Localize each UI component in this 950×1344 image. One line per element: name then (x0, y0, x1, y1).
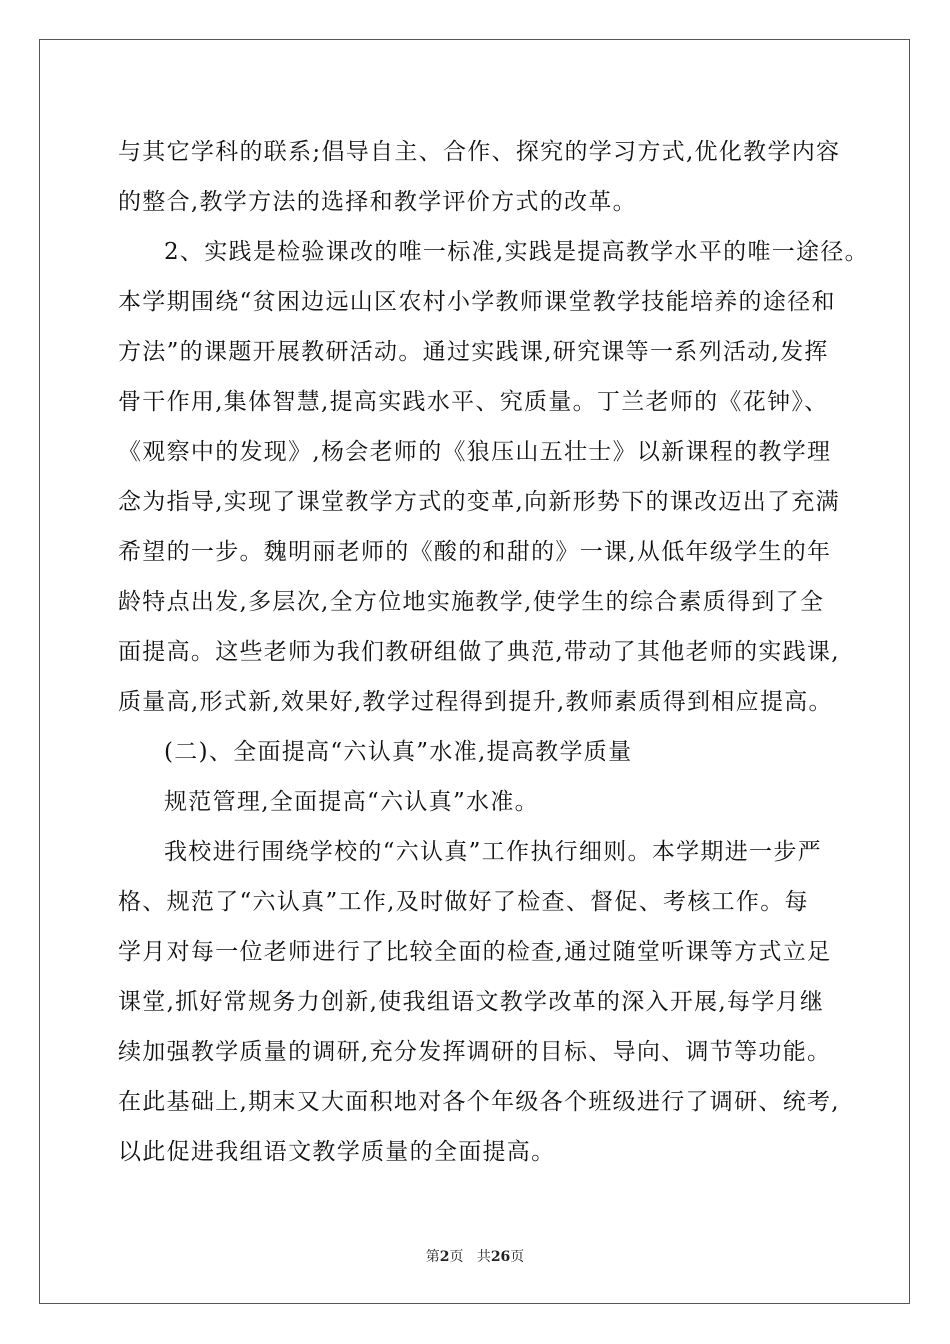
body-line: 续加强教学质量的调研,充分发挥调研的目标、导向、调节等功能。 (118, 1039, 832, 1065)
body-line: 课堂,抓好常规务力创新,使我组语文教学改革的深入开展,每学月继 (118, 989, 825, 1015)
body-line: 方法”的课题开展教研活动。通过实践课,研究课等一系列活动,发挥 (118, 339, 829, 365)
body-line: 《观察中的发现》,杨会老师的《狼压山五壮士》以新课程的教学理 (118, 439, 832, 465)
total-prefix: 共 (476, 1249, 491, 1265)
section-heading: (二)、全面提高“六认真”水准,提高教学质量 (164, 739, 633, 765)
body-line: 念为指导,实现了课堂教学方式的变革,向新形势下的课改迈出了充满 (118, 489, 840, 515)
body-line: 以此促进我组语文教学质量的全面提高。 (118, 1139, 556, 1165)
body-line: 本学期围绕“贫困边远山区农村小学教师课堂教学技能培养的途径和 (118, 289, 836, 315)
page-prefix: 第 (425, 1249, 440, 1265)
body-line: 希望的一步。魏明丽老师的《酸的和甜的》一课,从低年级学生的年 (118, 539, 832, 565)
paragraph-line: 2、实践是检验课改的唯一标准,实践是提高教学水平的唯一途径。 (164, 239, 869, 265)
total-pages: 26 (490, 1249, 511, 1265)
body-line: 骨干作用,集体智慧,提高实践水平、究质量。丁兰老师的《花钟》、 (118, 389, 829, 415)
page-number: 2 (439, 1249, 450, 1265)
page-footer (0, 1246, 950, 1266)
body-line: 的整合,教学方法的选择和教学评价方式的改革。 (118, 189, 637, 215)
body-line: 与其它学科的联系;倡导自主、合作、探究的学习方式,优化教学内容 (118, 139, 841, 165)
body-line: 格、规范了“六认真”工作,及时做好了检查、督促、考核工作。每 (118, 889, 809, 915)
paragraph-line: 我校进行围绕学校的“六认真”工作执行细则。本学期进一步严 (164, 839, 822, 865)
body-line: 质量高,形式新,效果好,教学过程得到提升,教师素质得到相应提高。 (118, 689, 833, 715)
body-line: 龄特点出发,多层次,全方位地实施教学,使学生的综合素质得到了全 (118, 589, 825, 615)
paragraph-line: 规范管理,全面提高“六认真”水准。 (164, 789, 539, 815)
body-line: 学月对每一位老师进行了比较全面的检查,通过随堂听课等方式立足 (118, 939, 832, 965)
total-suffix: 页 (510, 1249, 525, 1265)
page-suffix: 页 (449, 1249, 464, 1265)
body-line: 面提高。这些老师为我们教研组做了典范,带动了其他老师的实践课, (118, 639, 840, 665)
body-line: 在此基础上,期末又大面积地对各个年级各个班级进行了调研、统考, (118, 1089, 840, 1115)
